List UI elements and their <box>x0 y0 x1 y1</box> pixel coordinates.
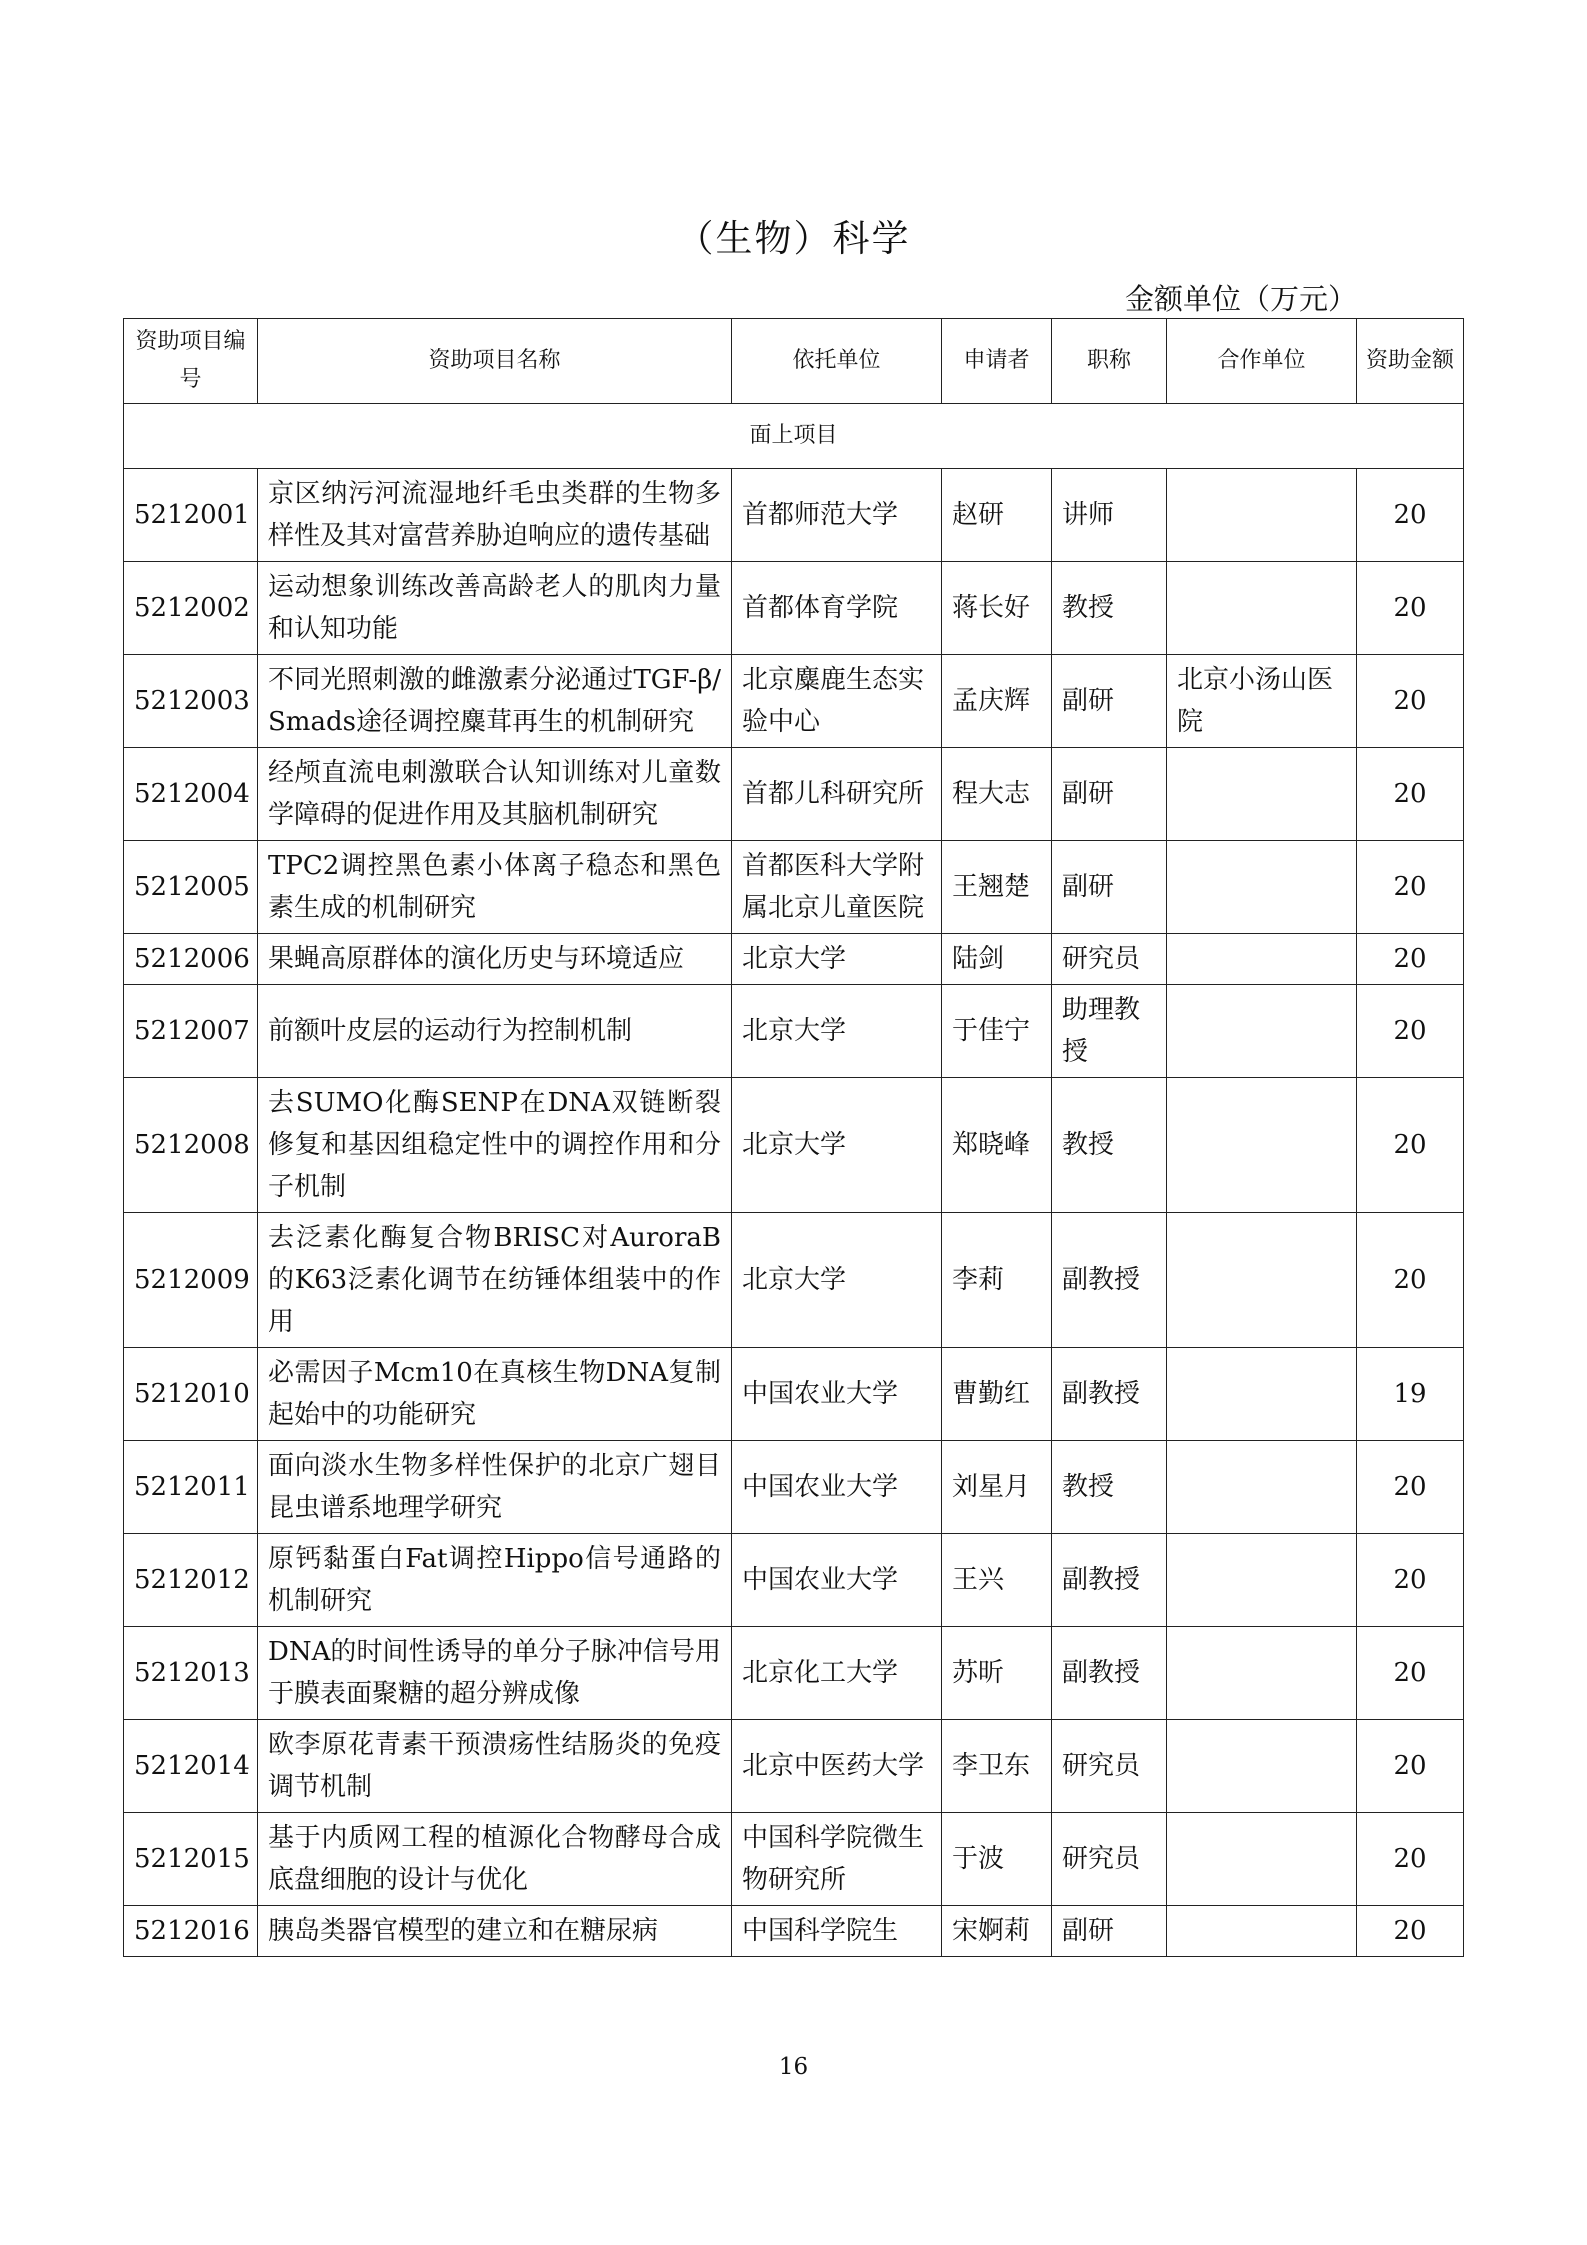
applicant-name: 蒋长好 <box>942 562 1052 655</box>
project-name: 欧李原花青素干预溃疡性结肠炎的免疫调节机制 <box>258 1720 732 1813</box>
partner-institution <box>1167 1534 1357 1627</box>
funding-amount: 20 <box>1357 1534 1464 1627</box>
table-row <box>124 1441 1464 1534</box>
funding-amount: 20 <box>1357 985 1464 1078</box>
applicant-title: 研究员 <box>1052 1813 1167 1906</box>
funding-amount: 20 <box>1357 1627 1464 1720</box>
table-row <box>124 655 1464 748</box>
table-row <box>124 1813 1464 1906</box>
project-id: 5212012 <box>124 1534 258 1627</box>
project-name: 原钙黏蛋白Fat调控Hippo信号通路的机制研究 <box>258 1534 732 1627</box>
applicant-name: 王翘楚 <box>942 841 1052 934</box>
project-name: 去泛素化酶复合物BRISC对AuroraB的K63泛素化调节在纺锤体组装中的作用 <box>258 1213 732 1348</box>
applicant-name: 刘星月 <box>942 1441 1052 1534</box>
applicant-name: 李莉 <box>942 1213 1052 1348</box>
table-row <box>124 985 1464 1078</box>
project-id: 5212004 <box>124 748 258 841</box>
project-name: 运动想象训练改善高龄老人的肌肉力量和认知功能 <box>258 562 732 655</box>
project-id: 5212006 <box>124 934 258 985</box>
col-header-id: 资助项目编号 <box>124 319 258 404</box>
funding-amount: 20 <box>1357 562 1464 655</box>
project-name: 经颅直流电刺激联合认知训练对儿童数学障碍的促进作用及其脑机制研究 <box>258 748 732 841</box>
table-row <box>124 562 1464 655</box>
project-id: 5212013 <box>124 1627 258 1720</box>
table-row <box>124 469 1464 562</box>
table-row <box>124 748 1464 841</box>
partner-institution <box>1167 934 1357 985</box>
funding-amount: 20 <box>1357 1441 1464 1534</box>
applicant-name: 赵研 <box>942 469 1052 562</box>
project-name: DNA的时间性诱导的单分子脉冲信号用于膜表面聚糖的超分辨成像 <box>258 1627 732 1720</box>
applicant-title: 教授 <box>1052 1078 1167 1213</box>
col-header-name: 资助项目名称 <box>258 319 732 404</box>
applicant-name: 郑晓峰 <box>942 1078 1052 1213</box>
table-row <box>124 1627 1464 1720</box>
host-institution: 中国农业大学 <box>732 1348 942 1441</box>
applicant-name: 宋婀莉 <box>942 1906 1052 1957</box>
applicant-name: 于波 <box>942 1813 1052 1906</box>
applicant-title: 副教授 <box>1052 1627 1167 1720</box>
table-row <box>124 1720 1464 1813</box>
funding-amount: 20 <box>1357 1813 1464 1906</box>
project-name: 京区纳污河流湿地纤毛虫类群的生物多样性及其对富营养胁迫响应的遗传基础 <box>258 469 732 562</box>
partner-institution <box>1167 1078 1357 1213</box>
project-id: 5212002 <box>124 562 258 655</box>
host-institution: 首都儿科研究所 <box>732 748 942 841</box>
host-institution: 首都医科大学附属北京儿童医院 <box>732 841 942 934</box>
project-name: TPC2调控黑色素小体离子稳态和黑色素生成的机制研究 <box>258 841 732 934</box>
project-name: 胰岛类器官模型的建立和在糖尿病 <box>258 1906 732 1957</box>
applicant-title: 研究员 <box>1052 1720 1167 1813</box>
funding-amount: 20 <box>1357 1906 1464 1957</box>
table-row <box>124 1078 1464 1213</box>
page-title: （生物）科学 <box>676 217 911 260</box>
table-row <box>124 1213 1464 1348</box>
project-name: 不同光照刺激的雌激素分泌通过TGF-β/Smads途径调控麋茸再生的机制研究 <box>258 655 732 748</box>
project-id: 5212008 <box>124 1078 258 1213</box>
grants-table <box>123 318 1464 1957</box>
funding-amount: 19 <box>1357 1348 1464 1441</box>
applicant-name: 程大志 <box>942 748 1052 841</box>
funding-amount: 20 <box>1357 1078 1464 1213</box>
applicant-title: 教授 <box>1052 1441 1167 1534</box>
applicant-name: 曹勤红 <box>942 1348 1052 1441</box>
host-institution: 中国农业大学 <box>732 1534 942 1627</box>
partner-institution <box>1167 1813 1357 1906</box>
host-institution: 中国科学院生 <box>732 1906 942 1957</box>
applicant-name: 王兴 <box>942 1534 1052 1627</box>
table-row <box>124 1534 1464 1627</box>
host-institution: 北京中医药大学 <box>732 1720 942 1813</box>
col-header-org: 依托单位 <box>732 319 942 404</box>
col-header-partner: 合作单位 <box>1167 319 1357 404</box>
project-id: 5212010 <box>124 1348 258 1441</box>
funding-amount: 20 <box>1357 934 1464 985</box>
applicant-title: 副教授 <box>1052 1348 1167 1441</box>
project-id: 5212011 <box>124 1441 258 1534</box>
applicant-name: 李卫东 <box>942 1720 1052 1813</box>
host-institution: 首都体育学院 <box>732 562 942 655</box>
project-id: 5212015 <box>124 1813 258 1906</box>
table-row <box>124 1348 1464 1441</box>
partner-institution <box>1167 1348 1357 1441</box>
host-institution: 北京大学 <box>732 1078 942 1213</box>
applicant-title: 研究员 <box>1052 934 1167 985</box>
project-id: 5212007 <box>124 985 258 1078</box>
project-id: 5212001 <box>124 469 258 562</box>
host-institution: 北京麋鹿生态实验中心 <box>732 655 942 748</box>
project-id: 5212009 <box>124 1213 258 1348</box>
project-id: 5212003 <box>124 655 258 748</box>
host-institution: 北京化工大学 <box>732 1627 942 1720</box>
applicant-title: 副教授 <box>1052 1213 1167 1348</box>
project-name: 面向淡水生物多样性保护的北京广翅目昆虫谱系地理学研究 <box>258 1441 732 1534</box>
table-row <box>124 841 1464 934</box>
project-name: 必需因子Mcm10在真核生物DNA复制起始中的功能研究 <box>258 1348 732 1441</box>
funding-amount: 20 <box>1357 469 1464 562</box>
project-name: 前额叶皮层的运动行为控制机制 <box>258 985 732 1078</box>
partner-institution <box>1167 748 1357 841</box>
applicant-title: 副研 <box>1052 748 1167 841</box>
project-id: 5212005 <box>124 841 258 934</box>
funding-amount: 20 <box>1357 655 1464 748</box>
project-name: 果蝇高原群体的演化历史与环境适应 <box>258 934 732 985</box>
partner-institution: 北京小汤山医院 <box>1167 655 1357 748</box>
project-id: 5212016 <box>124 1906 258 1957</box>
applicant-title: 副教授 <box>1052 1534 1167 1627</box>
host-institution: 北京大学 <box>732 1213 942 1348</box>
partner-institution <box>1167 562 1357 655</box>
partner-institution <box>1167 1441 1357 1534</box>
section-row <box>124 404 1464 469</box>
unit-note: 金额单位（万元） <box>1124 282 1357 316</box>
partner-institution <box>1167 1213 1357 1348</box>
applicant-name: 陆剑 <box>942 934 1052 985</box>
host-institution: 北京大学 <box>732 934 942 985</box>
project-name: 去SUMO化酶SENP在DNA双链断裂修复和基因组稳定性中的调控作用和分子机制 <box>258 1078 732 1213</box>
section-label: 面上项目 <box>124 404 1464 469</box>
applicant-title: 讲师 <box>1052 469 1167 562</box>
applicant-title: 副研 <box>1052 1906 1167 1957</box>
partner-institution <box>1167 1906 1357 1957</box>
host-institution: 中国农业大学 <box>732 1441 942 1534</box>
project-name: 基于内质网工程的植源化合物酵母合成底盘细胞的设计与优化 <box>258 1813 732 1906</box>
partner-institution <box>1167 841 1357 934</box>
table-row <box>124 1906 1464 1957</box>
partner-institution <box>1167 469 1357 562</box>
applicant-name: 孟庆辉 <box>942 655 1052 748</box>
applicant-name: 苏昕 <box>942 1627 1052 1720</box>
applicant-name: 于佳宁 <box>942 985 1052 1078</box>
partner-institution <box>1167 1720 1357 1813</box>
col-header-amount: 资助金额 <box>1357 319 1464 404</box>
applicant-title: 教授 <box>1052 562 1167 655</box>
col-header-applicant: 申请者 <box>942 319 1052 404</box>
header-row <box>124 319 1464 404</box>
partner-institution <box>1167 985 1357 1078</box>
table-row <box>124 934 1464 985</box>
project-id: 5212014 <box>124 1720 258 1813</box>
applicant-title: 副研 <box>1052 655 1167 748</box>
col-header-rank: 职称 <box>1052 319 1167 404</box>
funding-amount: 20 <box>1357 748 1464 841</box>
host-institution: 中国科学院微生物研究所 <box>732 1813 942 1906</box>
host-institution: 首都师范大学 <box>732 469 942 562</box>
funding-amount: 20 <box>1357 841 1464 934</box>
applicant-title: 副研 <box>1052 841 1167 934</box>
page-number: 16 <box>778 2054 809 2080</box>
host-institution: 北京大学 <box>732 985 942 1078</box>
funding-amount: 20 <box>1357 1720 1464 1813</box>
funding-amount: 20 <box>1357 1213 1464 1348</box>
applicant-title: 助理教授 <box>1052 985 1167 1078</box>
partner-institution <box>1167 1627 1357 1720</box>
